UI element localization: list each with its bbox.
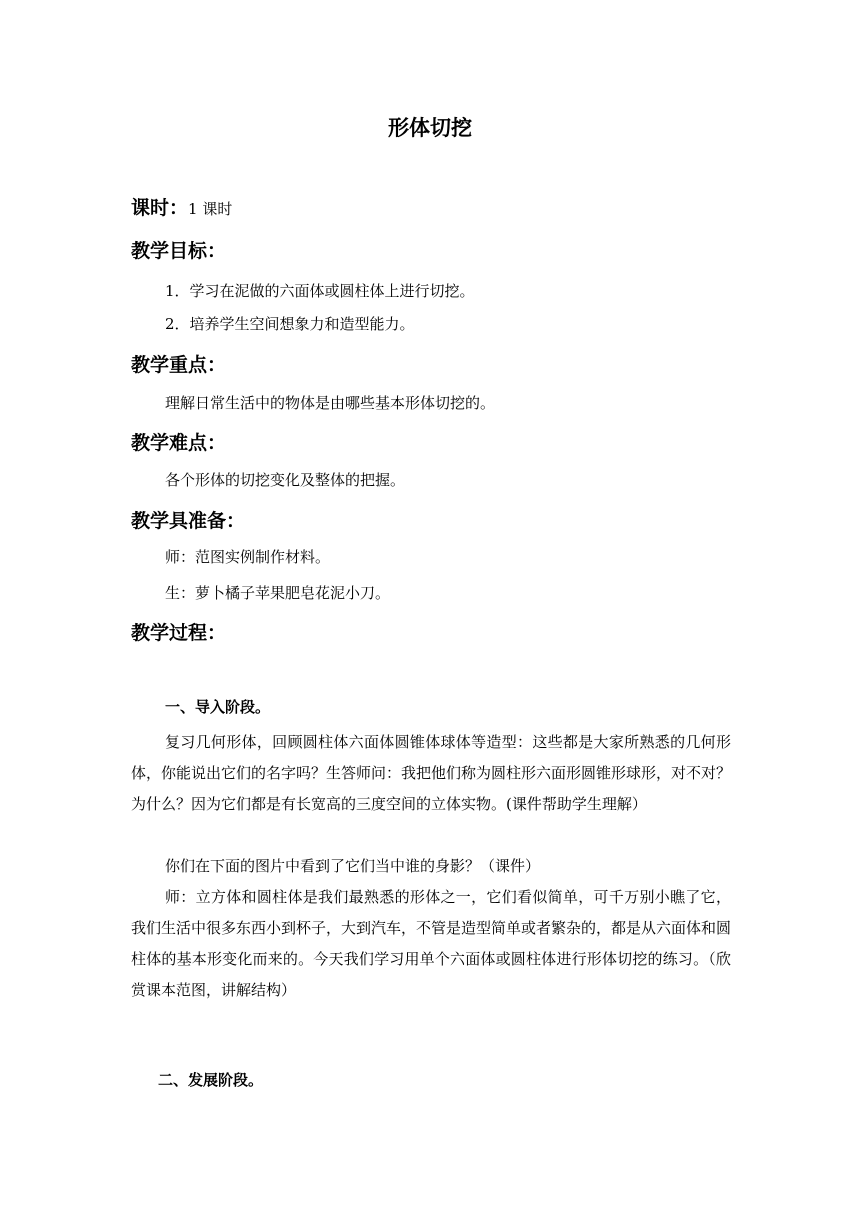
materials-heading: 教学具准备：: [131, 510, 246, 532]
stage1-paragraph-3: 师：立方体和圆柱体是我们最熟悉的形体之一，它们看似简单，可千万别小瞧了它，我们生活中很多东西小到杯子，大到汽车，不管是造型简单或者繁杂的，都是从六面体和圆柱体的基本形变化而来的。今天我们学习用单个六面体或圆柱体进行形体切挖的练习。（欣赏课本范图，讲解结构）: [131, 888, 732, 999]
objective-item-1: 1．学习在泥做的六面体或圆柱体上进行切挖。: [165, 282, 475, 300]
class-hours-row: [131, 195, 232, 222]
document-title: 形体切挖: [388, 116, 472, 140]
stage1-paragraph-2: 你们在下面的图片中看到了它们当中谁的身影？（课件）: [165, 857, 541, 875]
difficulty-heading: 教学难点：: [131, 432, 227, 454]
stage2-heading: 二、发展阶段。: [158, 1071, 264, 1089]
class-hours-value: 1 课时: [188, 200, 233, 218]
materials-student: 生：萝卜橘子苹果肥皂花泥小刀。: [165, 584, 391, 602]
stage1-heading: 一、导入阶段。: [165, 698, 271, 716]
difficulty-text: 各个形体的切挖变化及整体的把握。: [165, 471, 406, 489]
key-point-heading: 教学重点：: [131, 354, 227, 376]
process-heading: 教学过程：: [131, 622, 227, 644]
objective-item-2: 2．培养学生空间想象力和造型能力。: [165, 315, 415, 333]
objectives-heading: 教学目标：: [131, 240, 227, 262]
class-hours-label: 课时：: [131, 197, 189, 219]
key-point-text: 理解日常生活中的物体是由哪些基本形体切挖的。: [165, 394, 496, 412]
materials-teacher: 师：范图实例制作材料。: [165, 548, 331, 566]
stage1-paragraph-1: 复习几何形体，回顾圆柱体六面体圆锥体球体等造型：这些都是大家所熟悉的几何形体，你能说出它们的名字吗？生答师问：我把他们称为圆柱形六面形圆锥形球形，对不对？为什么？因为它们都是有长宽高的三度空间的立体实物。(课件帮助学生理解）: [131, 733, 732, 813]
